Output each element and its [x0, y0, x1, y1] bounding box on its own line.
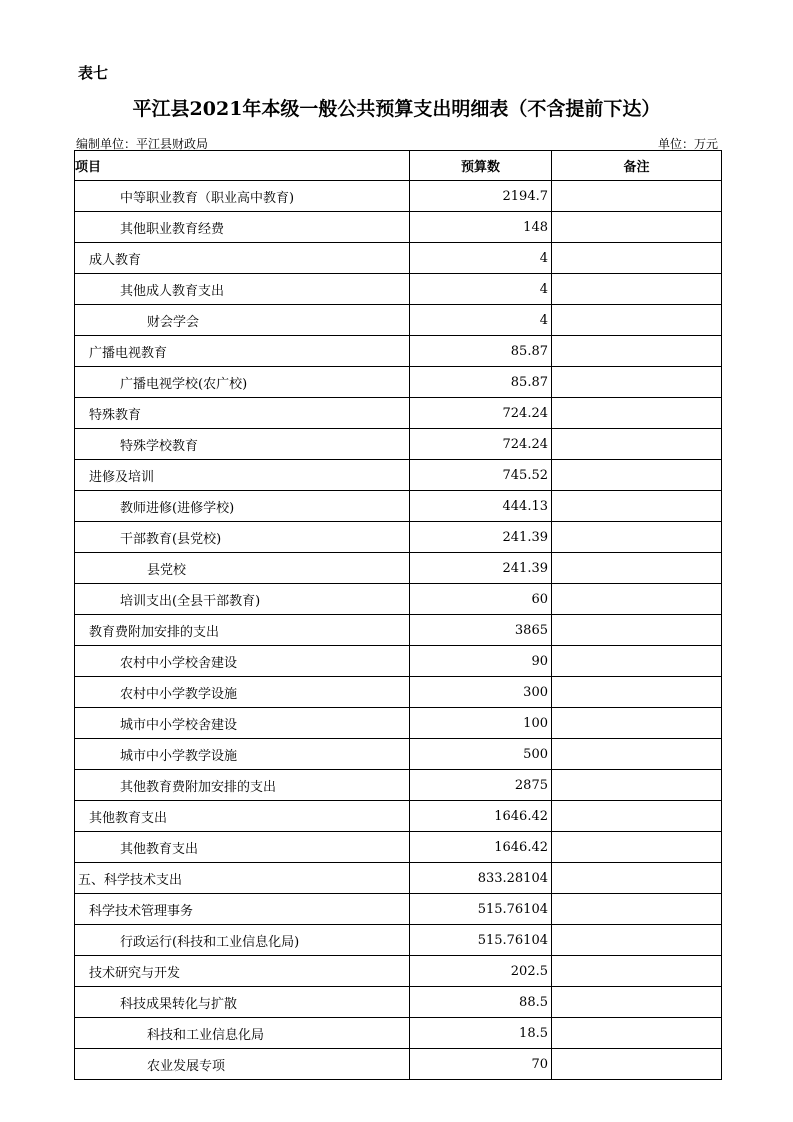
table-row — [75, 925, 722, 956]
row-budget-amount: 3865 — [410, 615, 552, 646]
row-budget-amount: 85.87 — [410, 336, 552, 367]
row-note — [552, 553, 722, 584]
row-budget-amount: 2194.7 — [410, 181, 552, 212]
row-budget-amount: 1646.42 — [410, 832, 552, 863]
row-note — [552, 429, 722, 460]
table-row — [75, 894, 722, 925]
row-budget-amount: 241.39 — [410, 553, 552, 584]
row-budget-amount: 4 — [410, 274, 552, 305]
row-note — [552, 646, 722, 677]
row-item-name: 成人教育 — [75, 243, 410, 274]
table-row — [75, 646, 722, 677]
table-row — [75, 336, 722, 367]
row-item-name: 进修及培训 — [75, 460, 410, 491]
row-item-name: 财会学会 — [75, 305, 410, 336]
row-item-name: 中等职业教育（职业高中教育) — [75, 181, 410, 212]
row-budget-amount: 148 — [410, 212, 552, 243]
page-title: 平江县2021年本级一般公共预算支出明细表（不含提前下达） — [132, 98, 661, 120]
row-item-name: 科技和工业信息化局 — [75, 1018, 410, 1049]
row-note — [552, 739, 722, 770]
table-row — [75, 367, 722, 398]
row-note — [552, 460, 722, 491]
table-row — [75, 491, 722, 522]
column-header-amount: 预算数 — [410, 151, 552, 181]
budget-table — [74, 150, 722, 1080]
row-budget-amount: 745.52 — [410, 460, 552, 491]
row-budget-amount: 70 — [410, 1049, 552, 1080]
row-note — [552, 925, 722, 956]
row-note — [552, 367, 722, 398]
row-item-name: 其他职业教育经费 — [75, 212, 410, 243]
table-row — [75, 615, 722, 646]
row-item-name: 广播电视学校(农广校) — [75, 367, 410, 398]
row-budget-amount: 500 — [410, 739, 552, 770]
row-item-name: 广播电视教育 — [75, 336, 410, 367]
row-item-name: 技术研究与开发 — [75, 956, 410, 987]
row-item-name: 农村中小学校舍建设 — [75, 646, 410, 677]
row-budget-amount: 515.76104 — [410, 894, 552, 925]
row-note — [552, 708, 722, 739]
row-item-name: 城市中小学校舍建设 — [75, 708, 410, 739]
row-note — [552, 336, 722, 367]
table-row — [75, 987, 722, 1018]
row-note — [552, 894, 722, 925]
table-row — [75, 398, 722, 429]
row-note — [552, 305, 722, 336]
row-item-name: 行政运行(科技和工业信息化局) — [75, 925, 410, 956]
row-item-name: 科学技术管理事务 — [75, 894, 410, 925]
row-note — [552, 677, 722, 708]
row-budget-amount: 241.39 — [410, 522, 552, 553]
table-row — [75, 1018, 722, 1049]
row-note — [552, 987, 722, 1018]
row-budget-amount: 1646.42 — [410, 801, 552, 832]
row-budget-amount: 202.5 — [410, 956, 552, 987]
row-budget-amount: 833.28104 — [410, 863, 552, 894]
row-item-name: 教师进修(进修学校) — [75, 491, 410, 522]
table-row — [75, 181, 722, 212]
table-row — [75, 553, 722, 584]
row-note — [552, 491, 722, 522]
row-note — [552, 274, 722, 305]
table-row — [75, 708, 722, 739]
row-note — [552, 801, 722, 832]
table-row — [75, 863, 722, 894]
table-row — [75, 801, 722, 832]
table-row — [75, 770, 722, 801]
row-note — [552, 863, 722, 894]
table-row — [75, 305, 722, 336]
table-row — [75, 677, 722, 708]
row-item-name: 干部教育(县党校) — [75, 522, 410, 553]
row-item-name: 其他教育费附加安排的支出 — [75, 770, 410, 801]
row-budget-amount: 444.13 — [410, 491, 552, 522]
row-budget-amount: 300 — [410, 677, 552, 708]
row-budget-amount: 100 — [410, 708, 552, 739]
currency-unit: 单位：万元 — [657, 137, 718, 151]
table-label: 表七 — [78, 64, 109, 82]
row-item-name: 教育费附加安排的支出 — [75, 615, 410, 646]
table-row — [75, 243, 722, 274]
row-note — [552, 584, 722, 615]
row-note — [552, 243, 722, 274]
row-item-name: 农村中小学教学设施 — [75, 677, 410, 708]
row-item-name: 五、科学技术支出 — [75, 863, 410, 894]
row-item-name: 科技成果转化与扩散 — [75, 987, 410, 1018]
row-item-name: 特殊学校教育 — [75, 429, 410, 460]
table-row — [75, 274, 722, 305]
row-item-name: 其他教育支出 — [75, 832, 410, 863]
column-header-item: 项目 — [75, 151, 410, 181]
table-row — [75, 832, 722, 863]
row-item-name: 农业发展专项 — [75, 1049, 410, 1080]
row-budget-amount: 4 — [410, 305, 552, 336]
row-note — [552, 398, 722, 429]
row-note — [552, 956, 722, 987]
compiler-unit: 编制单位：平江县财政局 — [76, 137, 209, 151]
row-item-name: 城市中小学教学设施 — [75, 739, 410, 770]
row-note — [552, 1049, 722, 1080]
row-budget-amount: 515.76104 — [410, 925, 552, 956]
row-budget-amount: 85.87 — [410, 367, 552, 398]
row-item-name: 特殊教育 — [75, 398, 410, 429]
table-row — [75, 739, 722, 770]
row-note — [552, 181, 722, 212]
row-item-name: 其他成人教育支出 — [75, 274, 410, 305]
table-row — [75, 429, 722, 460]
table-row — [75, 584, 722, 615]
row-item-name: 培训支出(全县干部教育) — [75, 584, 410, 615]
row-note — [552, 770, 722, 801]
table-row — [75, 522, 722, 553]
row-budget-amount: 2875 — [410, 770, 552, 801]
row-note — [552, 615, 722, 646]
table-row — [75, 212, 722, 243]
row-budget-amount: 88.5 — [410, 987, 552, 1018]
row-budget-amount: 724.24 — [410, 398, 552, 429]
row-budget-amount: 90 — [410, 646, 552, 677]
table-header-row — [75, 151, 722, 181]
row-note — [552, 832, 722, 863]
table-row — [75, 956, 722, 987]
row-item-name: 县党校 — [75, 553, 410, 584]
row-item-name: 其他教育支出 — [75, 801, 410, 832]
row-budget-amount: 4 — [410, 243, 552, 274]
row-note — [552, 212, 722, 243]
row-budget-amount: 60 — [410, 584, 552, 615]
row-budget-amount: 724.24 — [410, 429, 552, 460]
table-row — [75, 1049, 722, 1080]
row-note — [552, 1018, 722, 1049]
column-header-note: 备注 — [552, 151, 722, 181]
row-note — [552, 522, 722, 553]
row-budget-amount: 18.5 — [410, 1018, 552, 1049]
table-row — [75, 460, 722, 491]
